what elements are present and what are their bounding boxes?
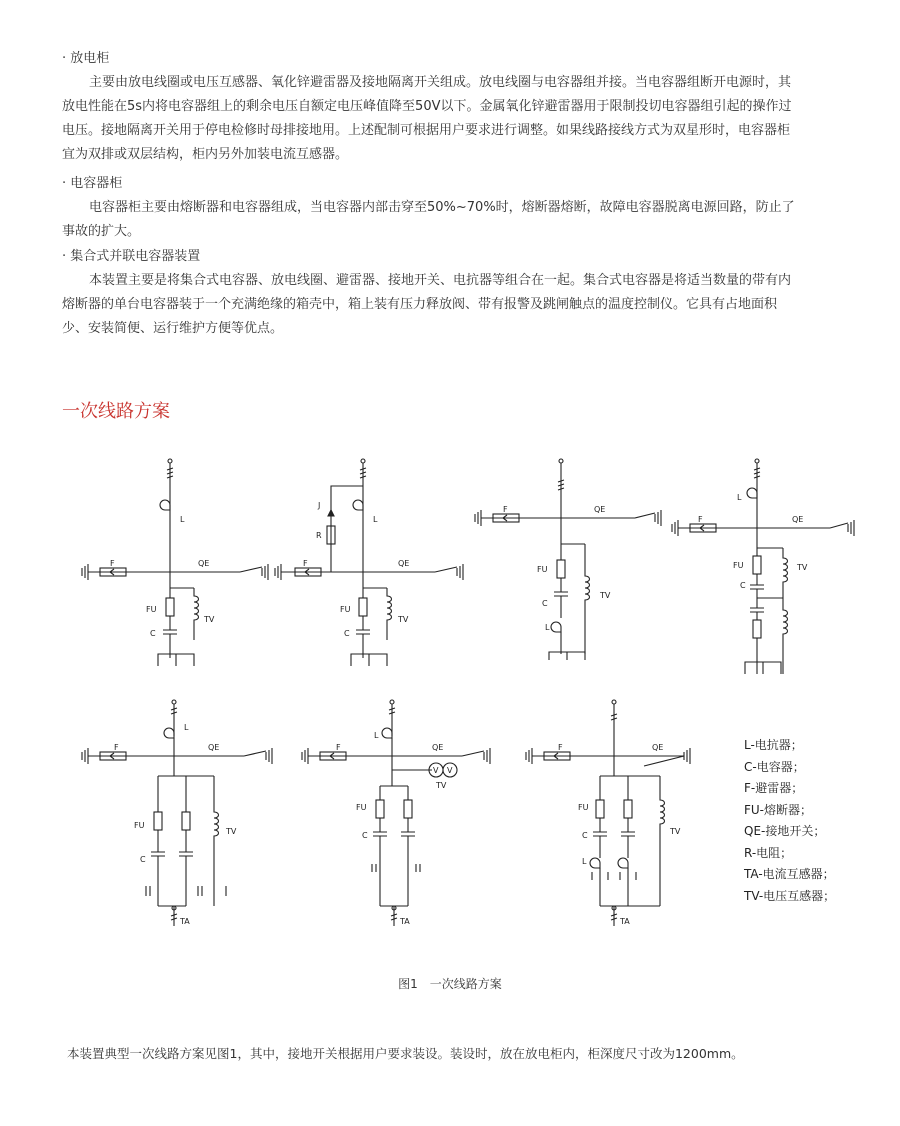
section-capacitor-cabinet [62,172,852,244]
section-assembly-device [62,245,852,341]
footnote-text: 本装置典型一次线路方案见图1，其中，接地开关根据用户要求装设。装设时，放在放电柜内，柜深度尺寸改为1200mm。 [67,1046,744,1061]
fuse-icon [404,800,412,818]
label-F: F [503,505,508,514]
paragraph-line: 本装置主要是将集合式电容器、放电线圈、避雷器、接地开关、电抗器等组合在一起。集合式电容器是将适当数量的带有内 [89,273,792,288]
label-C: C [542,599,548,608]
symbol-legend [744,735,835,907]
ground-switch-icon [830,523,848,528]
label-L: L [582,857,587,866]
terminal-icon [361,459,365,463]
label-FU: FU [134,821,145,830]
paragraph-line: 宜为双排或双层结构，柜内另外加装电流互感器。 [62,147,349,162]
section-discharge-cabinet [62,47,852,167]
terminal-icon [755,459,759,463]
fuse-icon [376,800,384,818]
capacitor-icon [750,585,764,589]
terminal-icon [172,700,176,704]
label-L: L [737,493,742,502]
fuse-icon [753,556,761,574]
section-title: · 放电柜 [62,51,110,66]
label-TV: TV [436,781,447,790]
ground-bar-icon [158,654,194,666]
label-L: L [373,515,378,524]
legend-item: F-避雷器； [744,781,804,795]
ground-switch-icon [244,751,266,756]
label-J: J [318,501,321,510]
busbar-break-icon [167,468,173,478]
label-V: V [433,766,439,775]
capacitor-icon [593,832,607,836]
label-R: R [316,531,322,540]
capacitor-icon [373,832,387,836]
ground-switch-icon [644,756,684,766]
legend-item: C-电容器； [744,759,805,774]
label-F: F [114,743,119,752]
fuse-icon [182,812,190,830]
label-FU: FU [578,803,589,812]
label-F: F [336,743,341,752]
legend-item: TV-电压互感器； [744,888,836,903]
label-QE: QE [432,743,444,752]
terminal-icon [559,459,563,463]
legend-item: TA-电流互感器； [744,867,835,881]
paragraph-line: 事故的扩大。 [62,224,141,239]
label-QE: QE [652,743,664,752]
legend-item: R-电阻； [744,845,793,860]
legend-item: L-电抗器； [744,738,803,752]
label-TA: TA [400,917,410,926]
capacitor-icon [356,630,370,634]
ground-switch-icon [435,567,457,572]
reactor-icon [747,488,757,498]
label-V: V [447,766,453,775]
terminal-icon [390,700,394,704]
ground-switch-icon [462,751,484,756]
reactor-icon [382,728,392,738]
label-FU: FU [146,605,157,614]
reactor-icon [353,500,363,510]
fuse-icon [557,560,565,578]
label-FU: FU [733,561,744,570]
section-title: · 集合式并联电容器装置 [62,249,201,264]
label-F: F [110,559,115,568]
reactor-icon [551,622,561,632]
reactor-icon [590,858,600,868]
label-FU: FU [340,605,351,614]
label-TA: TA [620,917,630,926]
label-C: C [362,831,368,840]
terminal-icon [168,459,172,463]
section-title: · 电容器柜 [62,176,123,191]
fuse-icon [154,812,162,830]
label-TA: TA [180,917,190,926]
label-QE: QE [594,505,606,514]
label-L: L [180,515,185,524]
label-C: C [344,629,350,638]
capacitor-icon [554,592,568,596]
paragraph-line: 电压。接地隔离开关用于停电检修时母排接地用。上述配制可根据用户要求进行调整。如果线路接线方式为双星形时，电容器柜 [62,123,791,138]
terminal-icon [612,700,616,704]
label-L: L [184,723,189,732]
ground-switch-icon [635,513,655,518]
fuse-icon [624,800,632,818]
label-TV: TV [670,827,681,836]
figure-caption: 图1 一次线路方案 [398,977,502,991]
paragraph-line: 放电性能在5s内将电容器组上的剩余电压自额定电压峰值降至50V以下。金属氧化锌避雷器用于限制投切电容器组引起的操作过 [62,99,792,114]
paragraph-line: 熔断器的单台电容器装于一个充满绝缘的箱壳中，箱上装有压力释放阀、带有报警及跳闸触点的温度控制仪。它具有占地面积 [62,297,778,312]
ground-icon [82,564,100,580]
label-TV: TV [797,563,808,572]
fuse-icon [359,598,367,616]
label-C: C [140,855,146,864]
fuse-icon [166,598,174,616]
legend-item: QE-接地开关； [744,824,826,838]
capacitor-icon [151,852,165,856]
label-TV: TV [226,827,237,836]
paragraph-line: 少、安装简便、运行维护方便等优点。 [62,321,284,336]
reactor-icon [164,728,174,738]
label-QE: QE [198,559,210,568]
fuse-icon [596,800,604,818]
paragraph-line: 电容器柜主要由熔断器和电容器组成，当电容器内部击穿至50%~70%时，熔断器熔断，故障电容器脱离电源回路，防止了 [89,200,795,215]
label-TV: TV [204,615,215,624]
label-TV: TV [398,615,409,624]
label-FU: FU [537,565,548,574]
label-TV: TV [600,591,611,600]
label-L: L [374,731,379,740]
label-F: F [303,559,308,568]
label-F: F [698,515,703,524]
paragraph-line: 主要由放电线圈或电压互感器、氧化锌避雷器及接地隔离开关组成。放电线圈与电容器组并接。当电容器组断开电源时，其 [89,75,792,90]
label-C: C [582,831,588,840]
label-FU: FU [356,803,367,812]
ground-switch-icon [240,567,262,572]
label-C: C [740,581,746,590]
label-C: C [150,629,156,638]
tv-coil-icon [194,588,199,640]
capacitor-icon [163,630,177,634]
label-F: F [558,743,563,752]
label-L: L [545,623,550,632]
label-QE: QE [208,743,220,752]
label-QE: QE [398,559,410,568]
legend-item: FU-熔断器； [744,802,813,817]
section-heading: 一次线路方案 [62,401,170,422]
label-QE: QE [792,515,804,524]
reactor-icon [160,500,170,510]
